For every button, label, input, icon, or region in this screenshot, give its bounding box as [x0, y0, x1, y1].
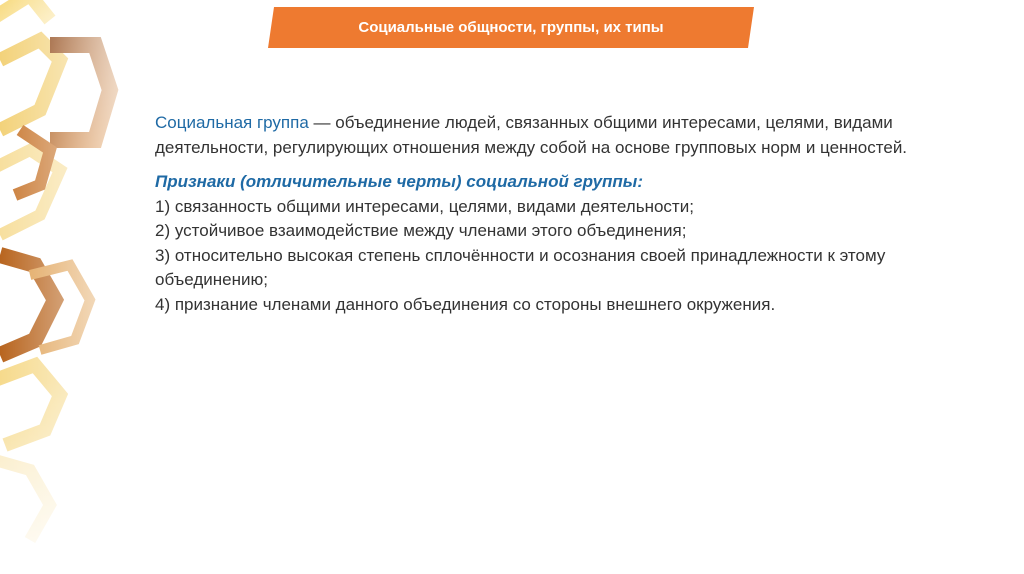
list-item: 3) относительно высокая степень сплочённости и осознания своей принадлежности к этому объединению;: [155, 245, 886, 289]
list-item: 1) связанность общими интересами, целями, видами деятельности;: [155, 196, 694, 216]
signs-heading: Признаки (отличительные черты) социальной группы:: [155, 172, 643, 191]
list-item: 2) устойчивое взаимодействие между членами этого объединения;: [155, 221, 687, 240]
list-item: 4) признание членами данного объединения со стороны внешнего окружения.: [155, 294, 776, 314]
decorative-hexagon-pattern: [0, 0, 140, 574]
definition-text: — объединение людей, связанных общими интересами, целями, видами деятельности, регулирующих отношения между собой на основе групповых норм и ценностей.: [155, 113, 908, 157]
slide-title-banner: [268, 7, 754, 48]
signs-list: [155, 195, 995, 318]
definition-paragraph: [155, 111, 995, 160]
slide-title: Социальные общности, группы, их типы: [358, 19, 664, 36]
slide-body: [155, 111, 995, 317]
definition-term: Социальная группа: [155, 113, 309, 132]
